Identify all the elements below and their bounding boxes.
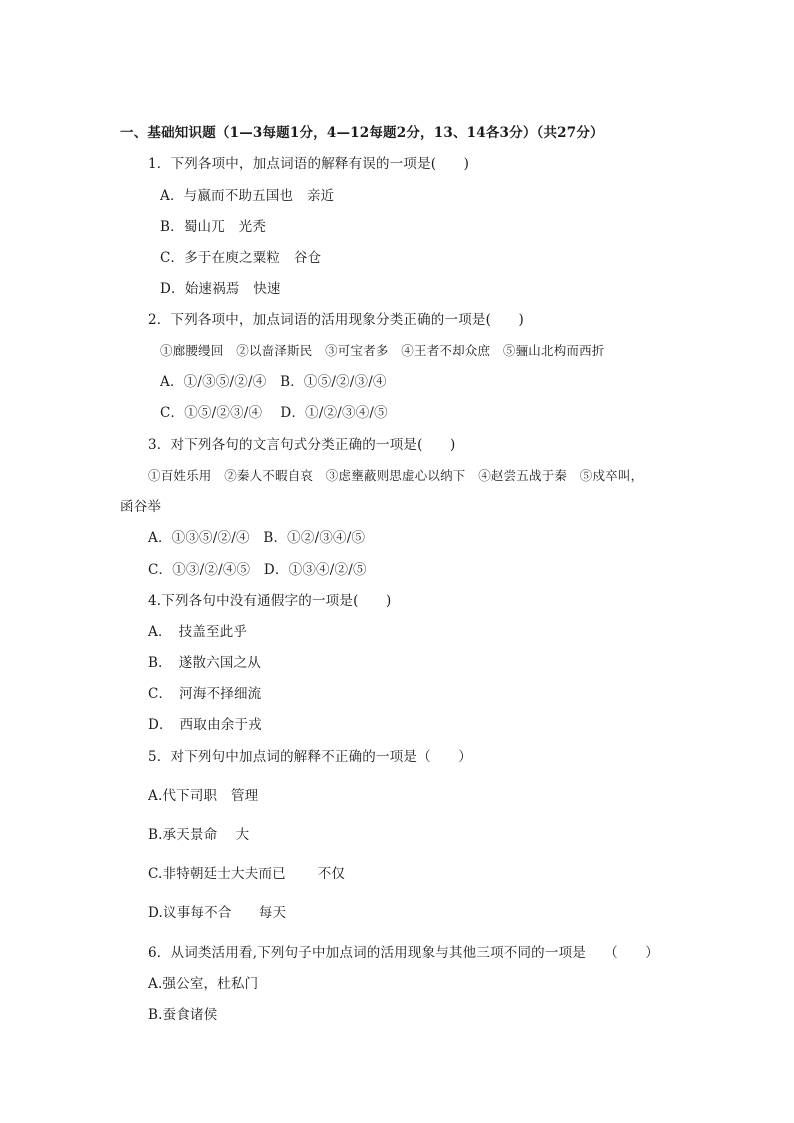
question-2-options-ab: A．①/③⑤/②/④ B．①⑤/②/③/④ [160,374,387,390]
question-3-stem: 3．对下列各句的文言句式分类正确的一项是( ) [148,437,456,453]
question-6-option-b: B.蚕食诸侯 [148,1007,218,1023]
question-4-option-a: A． 技盖至此乎 [148,624,248,640]
question-4-stem: 4.下列各句中没有通假字的一项是( ) [148,593,392,609]
question-3-items: ①百姓乐用 ②秦人不暇自哀 ③虑壅蔽则思虚心以纳下 ④赵尝五战于秦 ⑤戍卒叫， [148,468,644,483]
question-1-option-c: C．多于在庾之粟粒 谷仓 [160,250,322,266]
question-1-option-d: D．始速祸焉 快速 [160,281,281,297]
question-5-option-b: B.承天景命 大 [148,827,250,843]
question-3-options-ab: A．①③⑤/②/④ B．①②/③④/⑤ [148,530,366,546]
question-5-option-d: D.议事每不合 每天 [148,905,287,921]
question-6-stem: 6．从词类活用看,下列句子中加点词的活用现象与其他三项不同的一项是 （ ） [148,945,659,961]
question-4-option-c: C． 河海不择细流 [148,686,262,702]
question-4-option-b: B． 遂散六国之从 [148,655,261,671]
question-4-option-d: D． 西取由余于戎 [148,717,262,733]
question-3-items-continued: 函谷举 [120,499,162,515]
question-5-option-c: C.非特朝廷士大夫而已 不仅 [148,866,346,882]
question-1-option-b: B．蜀山兀 光秃 [160,219,267,235]
question-5-stem: 5．对下列句中加点词的解释不正确的一项是（ ） [148,749,472,765]
question-3-options-cd: C．①③/②/④⑤ D．①③④/②/⑤ [148,562,367,578]
question-1-stem: 1．下列各项中，加点词语的解释有误的一项是( ) [148,156,470,172]
question-5-option-a: A.代下司职 管理 [148,788,259,804]
question-1-option-a: A．与嬴而不助五国也 亲近 [160,188,335,204]
question-6-option-a: A.强公室，杜私门 [148,976,259,992]
question-2-items: ①廊腰缦回 ②以啬泽斯民 ③可宝者多 ④王者不却众庶 ⑤骊山北构而西折 [160,343,605,358]
section-heading: 一、基础知识题（1—3每题1分，4—12每题2分，13、14各3分）（共27分） [120,125,604,141]
question-2-stem: 2．下列各项中，加点词语的活用现象分类正确的一项是( ) [148,312,524,328]
question-2-options-cd: C．①⑤/②③/④ D．①/②/③④/⑤ [160,405,388,421]
